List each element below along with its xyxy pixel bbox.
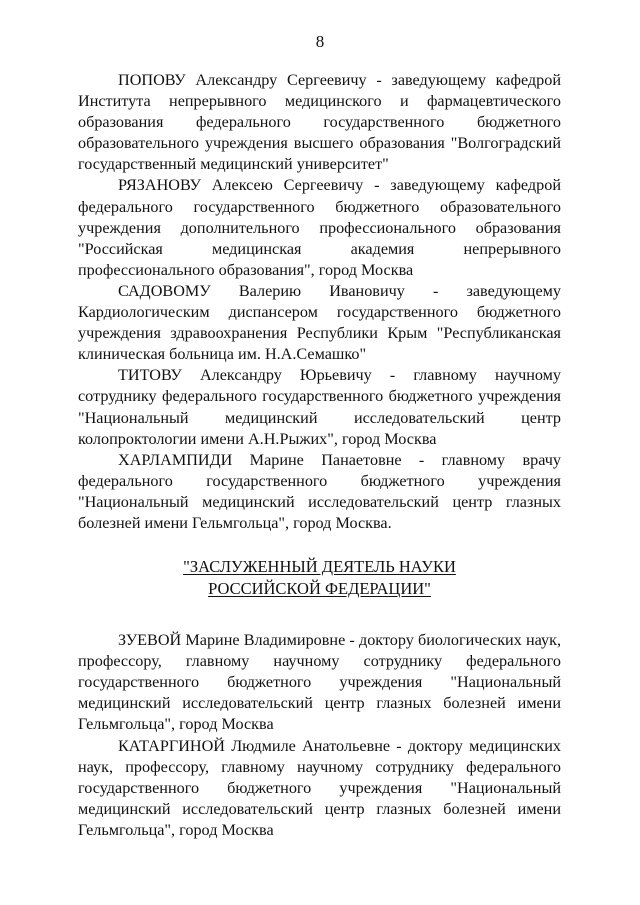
awardee-list	[78, 630, 561, 841]
awardee-list	[78, 70, 561, 534]
awardee-paragraph: РЯЗАНОВУ Алексею Сергеевичу - заведующему кафедрой федерального государственного бюджетного образовательного учреждения дополнительного профессионального образования "Российская медицинская академия непрерывного профессионального образования", город Москва	[78, 176, 561, 279]
awardee-paragraph: КАТАРГИНОЙ Людмиле Анатольевне - доктору медицинских наук, профессору, главному научному сотруднику федерального государственного бюджетного учреждения "Национальный медицинский исследовательский центр глазных болезней имени Гельмгольца", город Москва	[78, 736, 561, 839]
awardee-paragraph: САДОВОМУ Валерию Ивановичу - заведующему Кардиологическим диспансером государственного бюджетного учреждения здравоохранения Республики Крым "Республиканская клиническая больница им. Н.А.Семашко"	[78, 281, 561, 364]
awardee-paragraph: ПОПОВУ Александру Сергеевичу - заведующему кафедрой Института непрерывного медицинского и фармацевтического образования федерального государственного бюджетного образовательного учреждения высшего образования "Волгоградский государственный медицинский университет"	[78, 71, 561, 174]
awardee-paragraph: ХАРЛАМПИДИ Марине Панаетовне - главному врачу федерального государственного бюджетного учреждения "Национальный медицинский исследовательский центр глазных болезней имени Гельмгольца", город Москва.	[78, 450, 561, 532]
document-body	[78, 70, 561, 841]
awardee-paragraph: ТИТОВУ Александру Юрьевичу - главному научному сотруднику федерального государственного бюджетного учреждения "Национальный медицинский исследовательский центр колопроктологии имени А.Н.Рыжих", город Москва	[78, 366, 561, 448]
section-heading-line	[78, 556, 561, 578]
section-heading-text: "ЗАСЛУЖЕННЫЙ ДЕЯТЕЛЬ НАУКИ	[183, 557, 456, 577]
section-heading-text: РОССИЙСКОЙ ФЕДЕРАЦИИ"	[208, 579, 431, 599]
section-heading	[78, 556, 561, 600]
page-number: 8	[315, 32, 325, 51]
awardee-paragraph: ЗУЕВОЙ Марине Владимировне - доктору биологических наук, профессору, главному научному сотруднику федерального государственного бюджетного учреждения "Национальный медицинский исследовательский центр глазных болезней имени Гельмгольца", город Москва	[78, 631, 561, 734]
section-heading-line	[78, 578, 561, 600]
